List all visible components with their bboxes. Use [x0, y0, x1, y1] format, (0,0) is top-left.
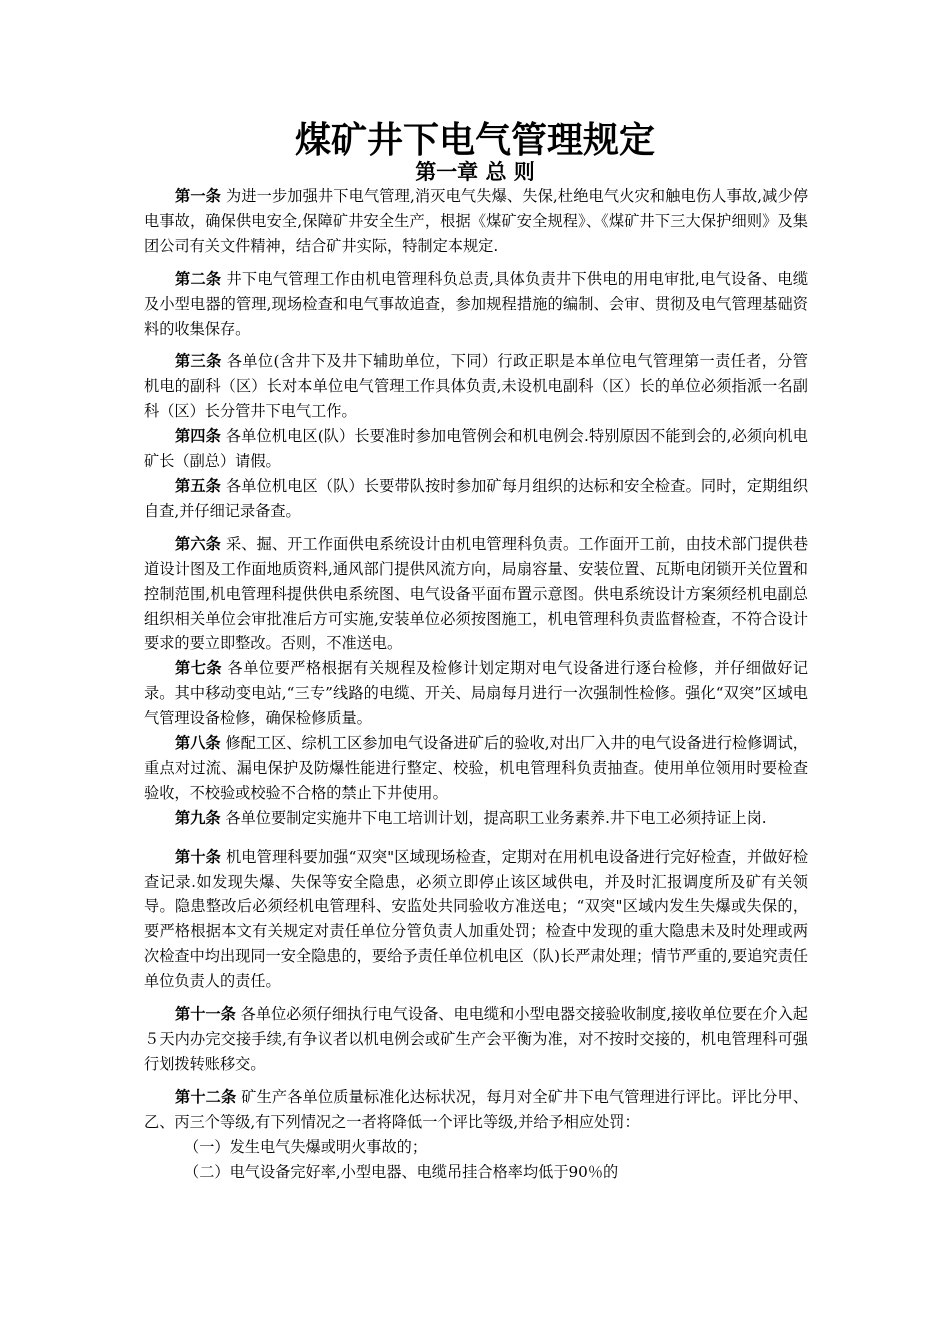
article-text: 矿生产各单位质量标准化达标状况，每月对全矿井下电气管理进行评比。评比分甲、乙、丙三个等级,有下列情况之一者将降低一个评比等级,并给予相应处罚：	[144, 1087, 809, 1131]
article-12	[144, 1085, 808, 1135]
chapter-heading: 第一章 总 则	[415, 160, 535, 184]
article-text: 井下电气管理工作由机电管理科负总责,具体负责井下供电的用电审批,电气设备、电缆及小型电器的管理,现场检查和电气事故追查，参加规程措施的编制、会审、贯彻及电气管理基础资料的收集保存。	[144, 269, 809, 338]
article-label: 第十二条	[175, 1087, 237, 1106]
article-text: 各单位要制定实施井下电工培训计划，提高职工业务素养.井下电工必须持证上岗.	[225, 808, 767, 827]
article-label: 第五条	[175, 476, 221, 495]
article-label: 第十一条	[175, 1005, 236, 1024]
article-text: 采、掘、开工作面供电系统设计由机电管理科负责。工作面开工前，由技术部门提供巷道设计图及工作面地质资料,通风部门提供风流方向，局扇容量、安装位置、瓦斯电闭锁开关位置和控制范围,机电管理科提供供电系统图、电气设备平面布置示意图。供电系统设计方案须经机电副总组织相关单位会审批准后方可实施,安装单位必须按图施工，机电管理科负责监督检查，不符合设计要求的要立即整改。否则，不准送电。	[144, 534, 809, 653]
article-11	[144, 1002, 808, 1077]
list-item: （一）发生电气失爆或明火事故的；	[184, 1137, 427, 1156]
article-3	[144, 349, 808, 424]
article-label: 第二条	[175, 269, 222, 288]
article-5	[144, 474, 808, 524]
article-text: 各单位要严格根据有关规程及检修计划定期对电气设备进行逐台检修，并仔细做好记录。其中移动变电站,“三专”线路的电缆、开关、局扇每月进行一次强制性检修。强化“双突”区域电气管理设备检修，确保检修质量。	[144, 659, 809, 728]
article-label: 第七条	[175, 659, 223, 678]
list-item: （二）电气设备完好率,小型电器、电缆吊挂合格率均低于90％的	[184, 1162, 619, 1181]
article-9	[144, 806, 808, 831]
article-1	[144, 184, 808, 259]
article-text: 机电管理科要加强“双突"区域现场检查，定期对在用机电设备进行完好检查，并做好检查记录.如发现失爆、失保等安全隐患，必须立即停止该区域供电，并及时汇报调度所及矿有关领导。隐患整改后必须经机电管理科、安监处共同验收方准送电；“双突"区域内发生失爆或失保的，要严格根据本文有关规定对责任单位分管负责人加重处罚；检查中发现的重大隐患未及时处理或两次检查中均出现同一安全隐患的，要给予责任单位机电区（队)长严肃处理；情节严重的,要追究责任单位负责人的责任。	[144, 847, 809, 991]
article-label: 第四条	[175, 427, 221, 446]
article-text: 各单位机电区（队）长要带队按时参加矿每月组织的达标和安全检查。同时，定期组织自查,并仔细记录备查。	[144, 476, 809, 520]
article-text: 修配工区、综机工区参加电气设备进矿后的验收,对出厂入井的电气设备进行检修调试，重点对过流、漏电保护及防爆性能进行整定、校验，机电管理科负责抽查。使用单位领用时要检查验收，不校验或校验不合格的禁止下井使用。	[144, 734, 808, 802]
document-title: 煤矿井下电气管理规定	[294, 120, 655, 161]
article-text: 各单位(含井下及井下辅助单位，下同）行政正职是本单位电气管理第一责任者，分管机电的副科（区）长对本单位电气管理工作具体负责,未设机电副科（区）长的单位必须指派一名副科（区）长分管井下电气工作。	[144, 352, 808, 421]
article-label: 第八条	[175, 734, 221, 753]
article-label: 第三条	[175, 352, 222, 371]
article-4	[144, 424, 808, 474]
article-7	[144, 656, 808, 731]
article-6	[144, 532, 808, 657]
document-body	[144, 184, 808, 1184]
article-2	[144, 267, 808, 342]
article-label: 第六条	[175, 534, 221, 553]
article-label: 第九条	[175, 808, 221, 827]
article-10	[144, 845, 808, 994]
article-text: 各单位机电区(队）长要准时参加电管例会和机电例会.特别原因不能到会的,必须向机电矿长（副总）请假。	[144, 427, 808, 471]
article-label: 第一条	[175, 187, 221, 205]
article-label: 第十条	[175, 847, 221, 866]
article-text: 为进一步加强井下电气管理,消灭电气失爆、失保,杜绝电气火灾和触电伤人事故,减少停电事故，确保供电安全,保障矿井安全生产，根据《煤矿安全规程》、《煤矿井下三大保护细则》及集团公司有关文件精神，结合矿井实际，特制定本规定.	[144, 187, 809, 255]
article-text: 各单位必须仔细执行电气设备、电电缆和小型电器交接验收制度,接收单位要在介入起５天内办完交接手续,有争议者以机电例会或矿生产会平衡为准，对不按时交接的，机电管理科可强行划拨转账移交。	[144, 1005, 808, 1073]
article-8	[144, 731, 808, 806]
